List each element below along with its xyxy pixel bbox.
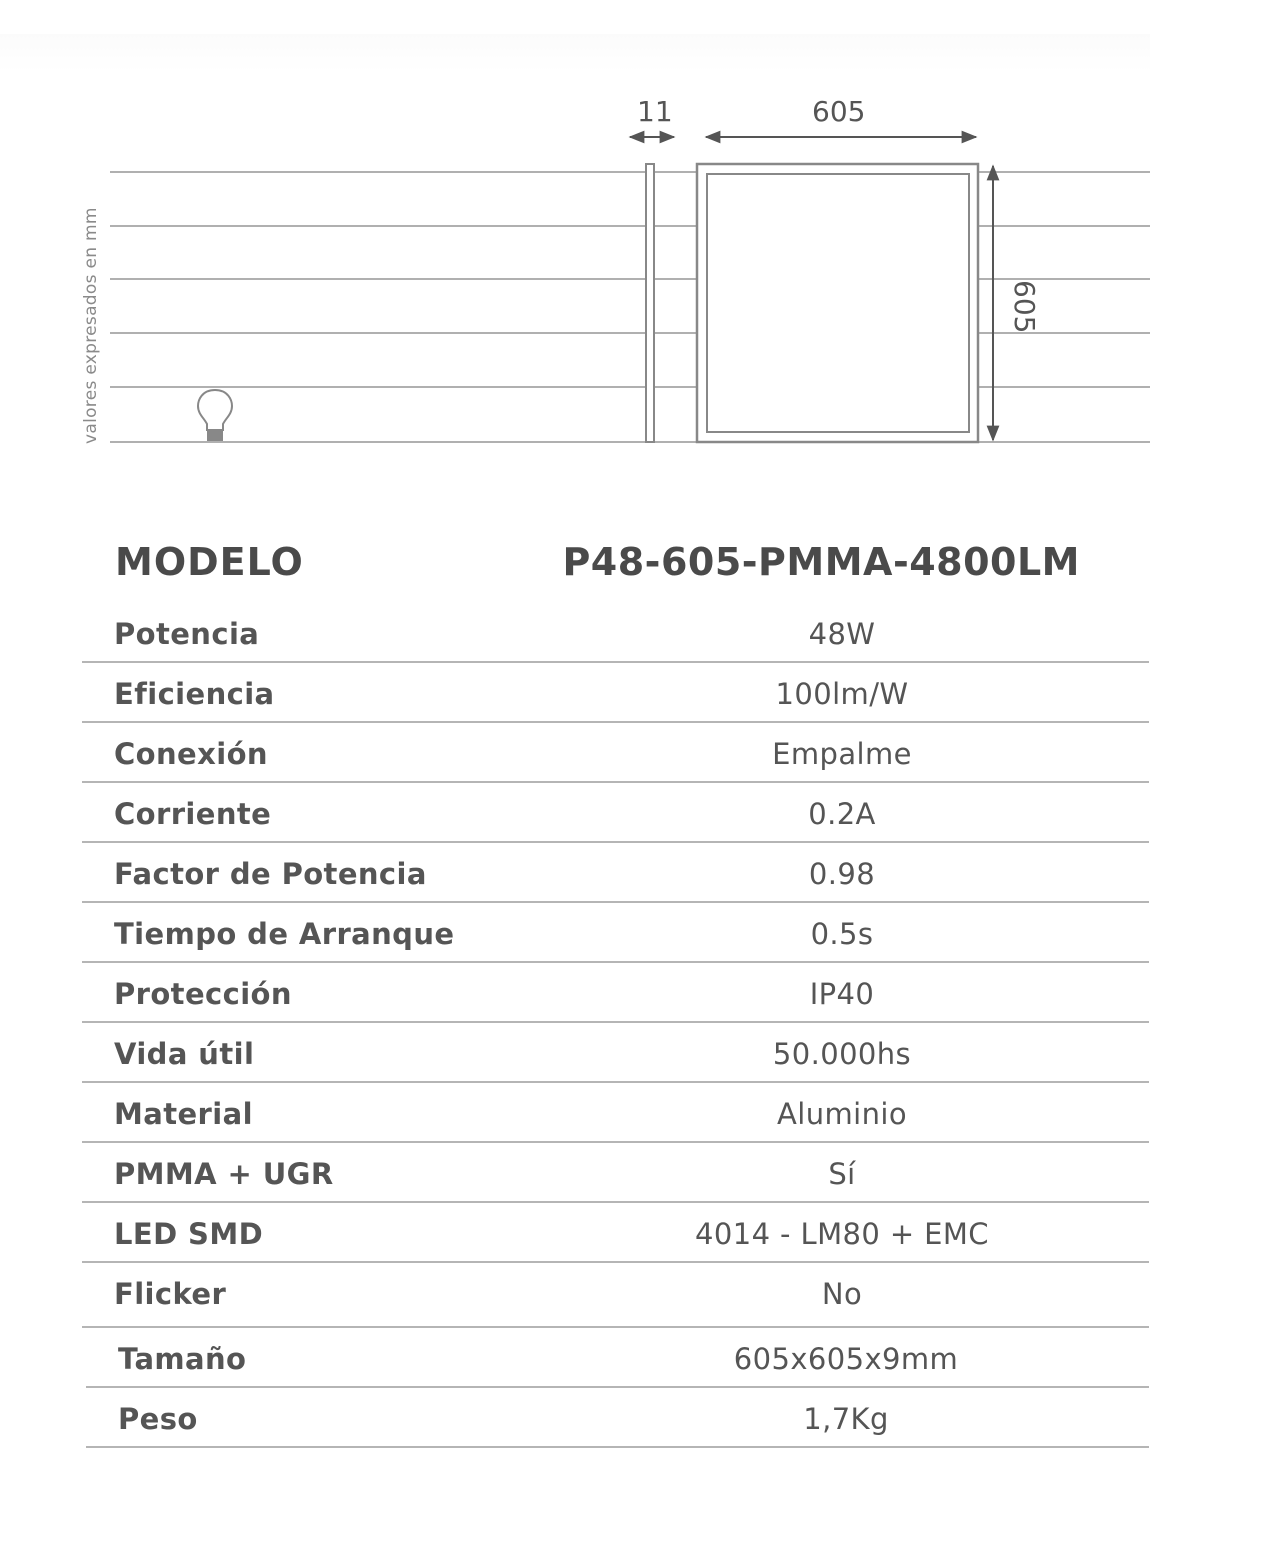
dimension-diagram bbox=[0, 0, 1280, 480]
unit-note bbox=[78, 168, 102, 444]
spec-label: Material bbox=[114, 1097, 253, 1131]
spec-value: 0.98 bbox=[808, 857, 876, 891]
model-row bbox=[115, 540, 1080, 590]
spec-row-corriente bbox=[82, 783, 1149, 843]
spec-row-factor-de-potencia bbox=[82, 843, 1149, 903]
spec-label: Flicker bbox=[114, 1277, 227, 1311]
spec-row-material bbox=[82, 1083, 1149, 1143]
spec-row-eficiencia bbox=[82, 663, 1149, 723]
spec-label: Tiempo de Arranque bbox=[114, 917, 455, 951]
spec-table bbox=[82, 603, 1149, 1448]
spec-label: Factor de Potencia bbox=[114, 857, 427, 891]
spec-value: 4014 - LM80 + EMC bbox=[695, 1217, 989, 1251]
spec-value: Sí bbox=[828, 1157, 856, 1191]
spec-row-led-smd bbox=[82, 1203, 1149, 1263]
spec-label: Eficiencia bbox=[114, 677, 275, 711]
spec-row-proteccion bbox=[82, 963, 1149, 1023]
spec-value: IP40 bbox=[809, 977, 875, 1011]
spec-label: Corriente bbox=[114, 797, 272, 831]
spec-label: Protección bbox=[114, 977, 292, 1011]
spec-value: Aluminio bbox=[777, 1097, 907, 1131]
spec-value: Empalme bbox=[772, 737, 912, 771]
width-dimension-label: 605 bbox=[812, 95, 866, 128]
spec-row-vida-util bbox=[82, 1023, 1149, 1083]
spec-label: Conexión bbox=[114, 737, 268, 771]
spec-row-peso bbox=[86, 1388, 1149, 1448]
spec-value: 50.000hs bbox=[772, 1037, 912, 1071]
model-label: MODELO bbox=[115, 540, 304, 584]
panel-front-inner bbox=[707, 174, 969, 432]
spec-value: 1,7Kg bbox=[803, 1402, 889, 1436]
spec-label: Tamaño bbox=[118, 1342, 247, 1376]
spec-value: 605x605x9mm bbox=[733, 1342, 959, 1376]
spec-value: 0.5s bbox=[810, 917, 874, 951]
unit-note-text: valores expresados en mm bbox=[81, 207, 101, 444]
spec-row-tiempo-de-arranque bbox=[82, 903, 1149, 963]
spec-label: Vida útil bbox=[114, 1037, 255, 1071]
spec-value: 48W bbox=[808, 617, 876, 651]
spec-label: Peso bbox=[118, 1402, 198, 1436]
spec-value: No bbox=[821, 1277, 863, 1311]
panel-side-profile bbox=[646, 164, 654, 442]
height-dimension-label: 605 bbox=[1008, 280, 1041, 334]
spec-label: PMMA + UGR bbox=[114, 1157, 334, 1191]
spec-label: LED SMD bbox=[114, 1217, 264, 1251]
spec-row-pmma-ugr bbox=[82, 1143, 1149, 1203]
spec-value: 0.2A bbox=[808, 797, 876, 831]
spec-value: 100lm/W bbox=[775, 677, 909, 711]
spec-row-tamano bbox=[86, 1328, 1149, 1388]
model-value: P48-605-PMMA-4800LM bbox=[562, 540, 1080, 584]
lightbulb-icon bbox=[198, 390, 232, 440]
spec-row-flicker bbox=[82, 1263, 1149, 1328]
spec-label: Potencia bbox=[114, 617, 260, 651]
spec-row-conexion bbox=[82, 723, 1149, 783]
spec-row-potencia bbox=[82, 603, 1149, 663]
depth-dimension-label: 11 bbox=[637, 95, 673, 128]
